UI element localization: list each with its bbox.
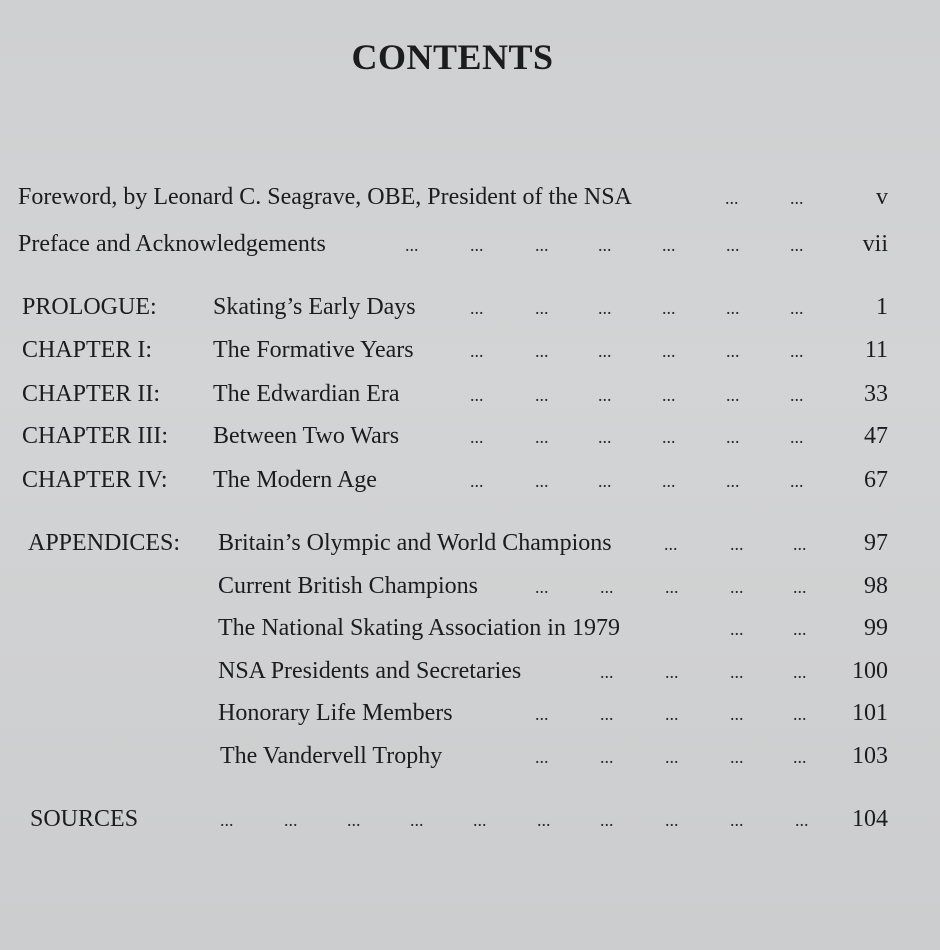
- dot-leader: ...: [598, 471, 612, 491]
- dot-leader: ...: [793, 577, 807, 597]
- entry-label: SOURCES: [30, 806, 139, 832]
- page-number: vii: [862, 231, 888, 257]
- dot-leader: ...: [470, 235, 484, 255]
- dot-leader: ...: [535, 341, 549, 361]
- dot-leader: ...: [347, 810, 361, 830]
- dot-leader: ...: [662, 471, 676, 491]
- dot-leader: ...: [795, 810, 809, 830]
- dot-leader: ...: [473, 810, 487, 830]
- dot-leader: ...: [790, 235, 804, 255]
- toc-entry-appendix-6: [0, 743, 940, 783]
- entry-label: CHAPTER III:: [22, 423, 168, 449]
- page-number: 47: [864, 423, 888, 449]
- page-number: 33: [864, 381, 888, 407]
- dot-leader: ...: [537, 810, 551, 830]
- page-number: 67: [864, 467, 888, 493]
- dot-leader: ...: [665, 577, 679, 597]
- entry-title: Britain’s Olympic and World Champions: [218, 530, 612, 556]
- dot-leader: ...: [600, 704, 614, 724]
- dot-leader: ...: [730, 810, 744, 830]
- dot-leader: ...: [793, 619, 807, 639]
- dot-leader: ...: [598, 298, 612, 318]
- dot-leader: ...: [535, 385, 549, 405]
- dot-leader: ...: [662, 427, 676, 447]
- page-number: 100: [852, 658, 888, 684]
- dot-leader: ...: [535, 427, 549, 447]
- toc-entry-chapter-3: [0, 423, 940, 463]
- toc-entry-chapter-2: [0, 381, 940, 421]
- page-number: 11: [864, 337, 888, 363]
- dot-leader: ...: [725, 188, 739, 208]
- entry-title: NSA Presidents and Secretaries: [218, 658, 522, 684]
- dot-leader: ...: [790, 341, 804, 361]
- entry-title: Current British Champions: [218, 573, 478, 599]
- page-number: 104: [852, 806, 888, 832]
- dot-leader: ...: [730, 534, 744, 554]
- dot-leader: ...: [790, 471, 804, 491]
- dot-leader: ...: [662, 235, 676, 255]
- dot-leader: ...: [793, 747, 807, 767]
- dot-leader: ...: [726, 341, 740, 361]
- dot-leader: ...: [598, 427, 612, 447]
- page-number: 97: [864, 530, 888, 556]
- dot-leader: ...: [220, 810, 234, 830]
- entry-title: Honorary Life Members: [218, 700, 453, 726]
- entry-title: The Edwardian Era: [213, 381, 400, 407]
- dot-leader: ...: [793, 704, 807, 724]
- dot-leader: ...: [790, 188, 804, 208]
- dot-leader: ...: [470, 341, 484, 361]
- toc-entry-sources: [0, 806, 940, 846]
- dot-leader: ...: [600, 810, 614, 830]
- page-number: v: [876, 184, 888, 210]
- toc-entry-preface: [0, 231, 940, 271]
- dot-leader: ...: [664, 534, 678, 554]
- entry-label: CHAPTER IV:: [22, 467, 168, 493]
- dot-leader: ...: [470, 298, 484, 318]
- toc-entry-foreword: [0, 184, 940, 224]
- entry-title: The National Skating Association in 1979: [218, 615, 620, 641]
- page-number: 98: [864, 573, 888, 599]
- dot-leader: ...: [470, 427, 484, 447]
- dot-leader: ...: [535, 235, 549, 255]
- dot-leader: ...: [730, 704, 744, 724]
- page-title: CONTENTS: [351, 37, 554, 77]
- dot-leader: ...: [535, 471, 549, 491]
- dot-leader: ...: [730, 662, 744, 682]
- toc-entry-appendix-4: [0, 658, 940, 698]
- dot-leader: ...: [726, 427, 740, 447]
- dot-leader: ...: [284, 810, 298, 830]
- dot-leader: ...: [662, 341, 676, 361]
- toc-entry-chapter-1: [0, 337, 940, 377]
- entry-title: Foreword, by Leonard C. Seagrave, OBE, President of the NSA: [18, 184, 632, 210]
- dot-leader: ...: [598, 341, 612, 361]
- toc-entry-appendix-2: [0, 573, 940, 613]
- dot-leader: ...: [600, 577, 614, 597]
- dot-leader: ...: [726, 235, 740, 255]
- dot-leader: ...: [793, 662, 807, 682]
- dot-leader: ...: [793, 534, 807, 554]
- page-number: 103: [852, 743, 888, 769]
- dot-leader: ...: [470, 471, 484, 491]
- toc-entry-prologue: [0, 294, 940, 334]
- entry-title: Preface and Acknowledgements: [18, 231, 326, 257]
- entry-label: CHAPTER I:: [22, 337, 153, 363]
- dot-leader: ...: [662, 385, 676, 405]
- dot-leader: ...: [665, 810, 679, 830]
- entry-title: The Modern Age: [213, 467, 377, 493]
- entry-title: The Vandervell Trophy: [220, 743, 443, 769]
- dot-leader: ...: [405, 235, 419, 255]
- page-number: 1: [876, 294, 888, 320]
- dot-leader: ...: [598, 235, 612, 255]
- dot-leader: ...: [535, 704, 549, 724]
- dot-leader: ...: [790, 427, 804, 447]
- dot-leader: ...: [730, 619, 744, 639]
- page-number: 101: [852, 700, 888, 726]
- entry-title: Skating’s Early Days: [213, 294, 416, 320]
- dot-leader: ...: [730, 747, 744, 767]
- dot-leader: ...: [410, 810, 424, 830]
- dot-leader: ...: [470, 385, 484, 405]
- dot-leader: ...: [535, 747, 549, 767]
- dot-leader: ...: [662, 298, 676, 318]
- entry-label: PROLOGUE:: [22, 294, 157, 320]
- dot-leader: ...: [790, 298, 804, 318]
- toc-entry-chapter-4: [0, 467, 940, 507]
- dot-leader: ...: [730, 577, 744, 597]
- dot-leader: ...: [726, 298, 740, 318]
- dot-leader: ...: [535, 577, 549, 597]
- dot-leader: ...: [665, 747, 679, 767]
- dot-leader: ...: [790, 385, 804, 405]
- entry-title: Between Two Wars: [213, 423, 400, 449]
- entry-title: The Formative Years: [213, 337, 414, 363]
- dot-leader: ...: [535, 298, 549, 318]
- dot-leader: ...: [665, 704, 679, 724]
- dot-leader: ...: [726, 385, 740, 405]
- dot-leader: ...: [726, 471, 740, 491]
- entry-label: CHAPTER II:: [22, 381, 160, 407]
- toc-entry-appendix-3: [0, 615, 940, 655]
- toc-entry-appendix-1: [0, 530, 940, 570]
- dot-leader: ...: [600, 747, 614, 767]
- toc-entry-appendix-5: [0, 700, 940, 740]
- page-number: 99: [864, 615, 888, 641]
- dot-leader: ...: [665, 662, 679, 682]
- dot-leader: ...: [600, 662, 614, 682]
- entry-label: APPENDICES:: [28, 530, 181, 556]
- dot-leader: ...: [598, 385, 612, 405]
